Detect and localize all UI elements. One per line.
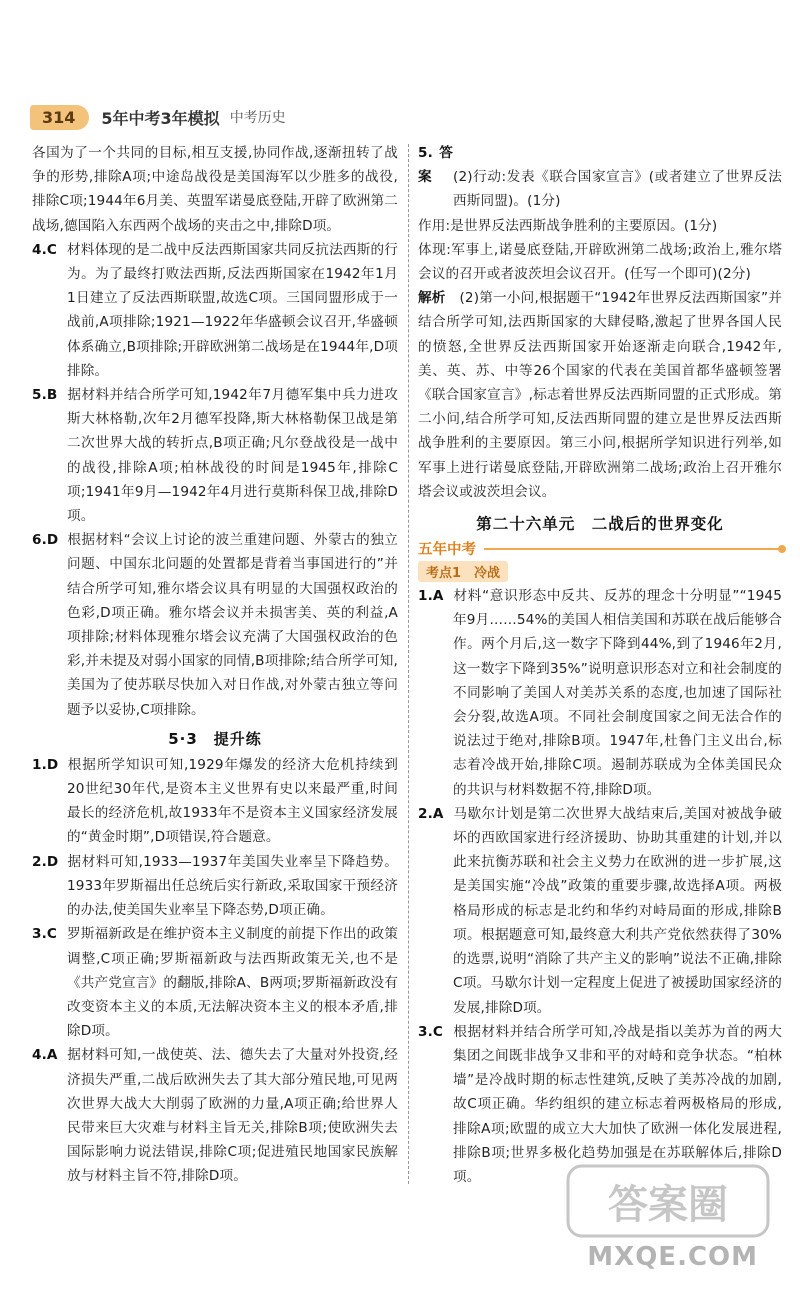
question-number: 1.A [418,588,444,605]
question-number: 4.C [32,241,58,258]
question-number: 3.C [418,1023,444,1040]
answer-text-line: 体现:军事上,诺曼底登陆,开辟欧洲第二战场;政治上,雅尔塔会议的召开或者波茨坦会议召开。(任写一个即可)(2分) [418,241,782,283]
unit-dot-icon [778,545,786,553]
watermark-site: MXQE.COM [587,1242,758,1272]
book-subject: 中考历史 [229,110,286,126]
answer-label: 答案 [418,145,453,186]
answer-text: 根据材料并结合所学可知,冷战是指以美苏为首的两大集团之间既非战争又非和平的对峙和竞争状态。“柏林墙”是冷战时期的标志性建筑,反映了美苏冷战的加剧,故C项正确。华约组织的建立标志着两极格局的形成,排除A项;欧盟的成立大大加快了欧洲一体化发展进程,排除B项;世界多极化趋势加强是在苏联解体后,排除D项。 [453,1023,782,1185]
unit-tag: 五年中考 [418,542,476,559]
answer-text: 根据材料“会议上讨论的波兰重建问题、外蒙古的独立问题、中国东北问题的处置都是背着当事国进行的”并结合所学可知,雅尔塔会议具有明显的大国强权政治的色彩,D项正确。雅尔塔会议并未损害美、英的利益,A项排除;材料体现雅尔塔会议充满了大国强权政治的色彩,并未提及对弱小国家的同情,B项排除;结合所学可知,美国为了使苏联尽快加入对日作战,对外蒙古独立等问题予以妥协,C项排除。 [67,532,398,718]
question-number: 3.C [32,926,58,943]
answer-text: 据材料可知,1933—1937年美国失业率呈下降趋势。1933年罗斯福出任总统后实行新政,采取国家干预经济的办法,使美国失业率呈下降态势,D项正确。 [67,853,398,919]
topic-badge: 考点1 冷战 [418,561,508,582]
answer-text: 马歇尔计划是第二次世界大战结束后,美国对被战争破坏的西欧国家进行经济援助、协助其重建的计划,并以此来抗衡苏联和社会主义势力在欧洲的进一步扩展,这是美国实施“冷战”政策的重要步骤,故选择A项。两极格局形成的标志是北约和华约对峙局面的形成,排除B项。根据题意可知,最终意大利共产党依然获得了30%的选票,说明“消除了共产主义的影响”说法不正确,排除C项。马歇尔计划一定程度上促进了被援助国家经济的发展,排除D项。 [453,805,782,1016]
left-column [32,141,398,1189]
answer-item [32,753,398,850]
column-divider [408,144,409,1184]
question-number: 1.D [32,756,59,773]
answer-item [418,802,782,1020]
question-number: 2.D [32,853,59,870]
answer-item [32,922,398,1043]
section-heading: 5·3 提升练 [168,729,262,748]
question-number: 2.A [418,805,444,822]
right-column [418,141,782,1189]
answer-item [32,528,398,722]
answer-item [418,584,782,802]
answer-text: 据材料并结合所学可知,1942年7月德军集中兵力进攻斯大林格勒,次年2月德军投降,斯大林格勒保卫战是第二次世界大战的转折点,B项正确;凡尔登战役是一战中的战役,排除A项;柏林战役的时间是1945年,排除C项;1941年9月—1942年4月进行莫斯科保卫战,排除D项。 [67,387,398,525]
answer-text: (2)行动:发表《联合国家宣言》(或者建立了世界反法西斯同盟)。(1分) [453,169,782,210]
page-number: 314 [30,105,89,130]
book-title: 5年中考3年模拟 [101,108,220,128]
watermark-logo [562,1156,782,1286]
answer-item [418,141,782,214]
answer-continuation: 各国为了一个共同的目标,相互支援,协同作战,逐渐扭转了战争的形势,排除A项;中途岛战役是美国海军以少胜多的战役,排除C项;1944年6月美、英盟军诺曼底登陆,开辟了欧洲第二战场,德国陷入东西两个战场的夹击之中,排除D项。 [32,145,398,234]
question-number: 4.A [32,1047,58,1064]
answer-item [32,850,398,923]
analysis-paragraph [418,286,782,504]
answer-text: 罗斯福新政是在维护资本主义制度的前提下作出的政策调整,C项正确;罗斯福新政与法西斯政策无关,也不是《共产党宣言》的翻版,排除A、B两项;罗斯福新政没有改变资本主义的本质,无法解决资本主义的根本矛盾,排除D项。 [67,926,398,1040]
question-number: 5.B [32,387,58,404]
answer-text: 材料“意识形态中反共、反苏的理念十分明显”“1945年9月……54%的美国人相信美国和苏联在战后能够合作。两个月后,这一数字下降到44%,到了1946年2月,这一数字下降到35%”说明意识形态对立和社会制度的不同影响了美国人对美苏关系的态度,也加速了国际社会分裂,故选A项。不同社会制度国家之间无法合作的说法过于绝对,排除B项。1947年,杜鲁门主义出台,标志着冷战开始,排除C项。遏制苏联成为全体美国民众的共识与材料数据不符,排除D项。 [453,588,782,798]
analysis-label: 解析 [418,290,446,307]
answer-text: 材料体现的是二战中反法西斯国家共同反抗法西斯的行为。为了最终打败法西斯,反法西斯国家在1942年1月1日建立了反法西斯联盟,故选C项。三国同盟形成于一战前,A项排除;1921—1922年华盛顿会议召开,华盛顿体系确立,B项排除;开辟欧洲第二战场是在1944年,D项排除。 [67,241,398,379]
unit-title: 第二十六单元 二战后的世界变化 [476,515,724,534]
answer-item [32,383,398,528]
answer-text-line: 作用:是世界反法西斯战争胜利的主要原因。(1分) [418,217,718,234]
unit-line [484,548,782,550]
answer-text: 根据所学知识可知,1929年爆发的经济大危机持续到20世纪30年代,是资本主义世界有史以来最严重,时间最长的经济危机,故1933年不是资本主义国家经济发展的“黄金时期”,D项错误,符合题意。 [67,756,398,846]
question-number: 6.D [32,532,59,549]
page-header [30,102,286,132]
analysis-text: (2)第一小问,根据题干“1942年世界反法西斯国家”并结合所学可知,法西斯国家的大肆侵略,激起了世界各国人民的愤怒,全世界反法西斯国家开始逐渐走向联合,1942年,美、英、苏、中等26个国家的代表在美国首都华盛顿签署《联合国家宣言》,标志着世界反法西斯同盟的正式形成。第二小问,结合所学可知,反法西斯同盟的建立是世界反法西斯战争胜利的主要原因。第三小问,根据所学知识进行列举,如军事上进行诺曼底登陆,开辟欧洲第二战场;政治上召开雅尔塔会议或波茨坦会议。 [418,290,782,500]
watermark-logo-text: 答案圈 [608,1182,728,1228]
answer-item [32,1043,398,1188]
answer-text: 据材料可知,一战使英、法、德失去了大量对外投资,经济损失严重,二战后欧洲失去了其大部分殖民地,可见两次世界大战大大削弱了欧洲的力量,A项正确;给世界人民带来巨大灾难与材料主旨无关,排除B项;使欧洲失去国际影响力说法错误,排除C项;促进殖民地国家民族解放与材料主旨不符,排除D项。 [67,1047,398,1185]
question-number [418,141,453,189]
answer-item [32,238,398,383]
question-number-digit: 5. [418,145,433,161]
unit-bar [418,538,782,559]
